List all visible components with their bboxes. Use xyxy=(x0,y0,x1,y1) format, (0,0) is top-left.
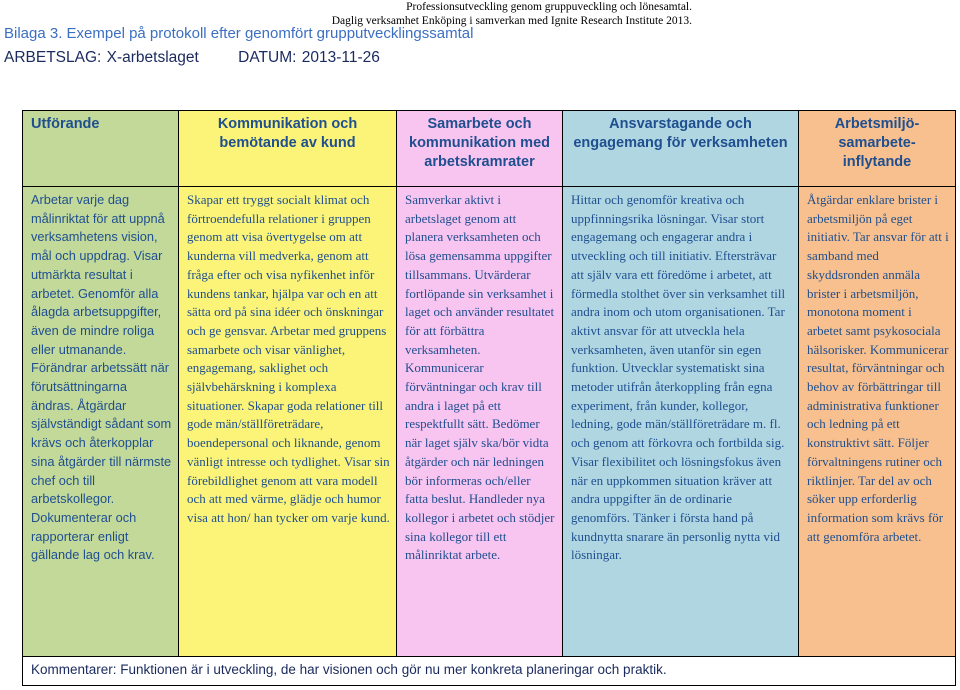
column-arbetsmiljo xyxy=(799,111,955,656)
column-text: Hittar och genomför kreativa och uppfinningsrika lösningar. Visar stort engagemang och engagerar andra i utveckling och till initiativ. Eftersträvar att själv vara ett föredöme i arbetet, att förmedla stolthet över sin verksamhet till andra inom och utom organisationen. Tar aktivt ansvar för att utveckla hela verksamheten, även utanför sin egen funktion. Utvecklar systematiskt sina metoder utifrån återkoppling från egna experiment, från kunder, kollegor, ledning, gode män/ställföreträdare m. fl. och genom att förkovra och fortbilda sig. Visar flexibilitet och lösningsfokus även när en uppkommen situation kräver att andra uppgifter än de ordinarie genomförs. Tänker i första hand på kundnytta snarare än personlig nytta vid lösningar. xyxy=(571,192,786,563)
column-heading: Samarbete och kommunikation med arbetskramrater xyxy=(397,111,562,187)
datum-field: DATUM: 2013-11-26 xyxy=(238,49,380,66)
column-text: Åtgärdar enklare brister i arbetsmiljön på eget initiativ. Tar ansvar för att i samband med skyddsronden anmäla brister i arbetsmiljön, monotona moment i arbetet samt psykosociala hälsorisker. Kommunicerar resultat, förväntningar och behov av förbättringar till administrativa funktioner och ledning på ett konstruktivt sätt. Följer förvaltningens rutiner och riktlinjer. Tar del av och söker upp erforderlig information som krävs för att genomföra arbetet. xyxy=(807,192,949,544)
header-line-1: Professionsutveckling genom gruppuveckling och lönesamtal. xyxy=(406,1,692,13)
column-utforande xyxy=(23,111,179,656)
column-heading: Ansvarstagande och engagemang för verksamheten xyxy=(563,111,798,187)
comment-row: Kommentarer: Funktionen är i utveckling, de har visionen och gör nu mer konkreta planeringar och praktik. xyxy=(23,656,955,685)
column-text: Arbetar varje dag målinriktat för att uppnå verksamhetens vision, mål och uppdrag. Visar utmärkta resultat i arbetet. Genomför alla ålagda arbetsuppgifter, även de mindre roliga eller utmanande. Förändrar arbetssätt när förutsättningarna ändras. Åtgärdar självständigt sådant som krävs och återkopplar sina åtgärder till närmste chef och till arbetskollegor. Dokumenterar och rapporterar enligt gällande lag och krav. xyxy=(31,192,172,563)
document-title: Bilaga 3. Exempel på protokoll efter genomfört grupputvecklingssamtal xyxy=(4,25,474,42)
document-header xyxy=(332,0,692,28)
meta-line xyxy=(4,49,414,67)
column-kommunikation-kund xyxy=(179,111,397,656)
column-heading: Utförande xyxy=(23,111,178,187)
column-samarbete xyxy=(397,111,563,656)
column-heading: Arbetsmiljö-samarbete-inflytande xyxy=(799,111,955,187)
header-line-2: Daglig verksamhet Enköping i samverkan med Ignite Research Institute 2013. xyxy=(331,15,692,27)
protocol-table xyxy=(22,110,956,686)
column-heading: Kommunikation och bemötande av kund xyxy=(179,111,396,187)
column-ansvarstagande xyxy=(563,111,799,656)
column-text: Samverkar aktivt i arbetslaget genom att planera verksamheten och lösa gemensamma uppgifter tillsammans. Utvärderar fortlöpande sin verksamhet i laget och använder resultatet för att förbättra verksamheten. Kommunicerar förväntningar och krav till andra i laget på ett respektfullt sätt. Bedömer när laget själv ska/bör vidta åtgärder och när ledningen bör informeras och/eller fatta beslut. Handleder nya kollegor i arbetet och stödjer sina kollegor till ett målinriktat arbete. xyxy=(405,192,555,563)
column-text: Skapar ett tryggt socialt klimat och förtroendefulla relationer i gruppen genom att visa övertygelse om att kunderna vill medverka, genom att fråga efter och visa nyfikenhet inför kundens tankar, hjälpa var och en att sätta ord på sina idéer och önskningar och ge gensvar. Arbetar med gruppens samarbete och visar vänlighet, engagemang, saklighet och självbehärskning i komplexa situationer. Skapar goda relationer till gode män/ställföreträdare, boendepersonal och liknande, genom vänligt intresse och tydlighet. Visar sin förebildlighet genom att vara modell och att med värme, glädje och humor visa att hon/ han tycker om varje kund. xyxy=(187,192,390,525)
arbetslag-field: ARBETSLAG: X-arbetslaget xyxy=(4,49,199,66)
